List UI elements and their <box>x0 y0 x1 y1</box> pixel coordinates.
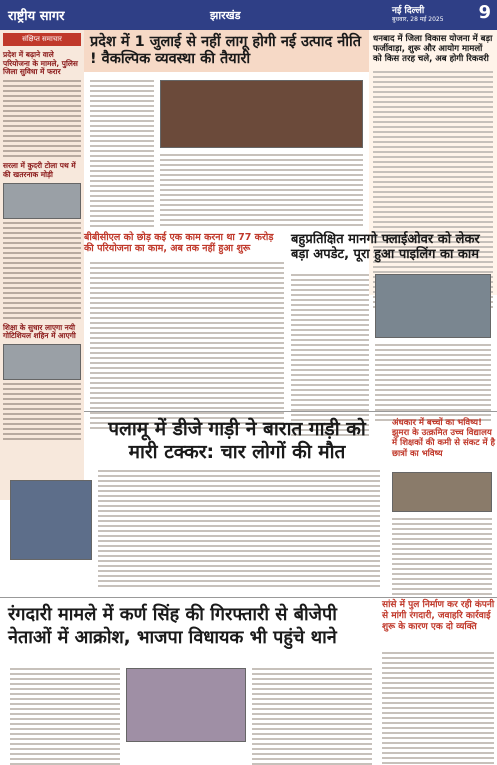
flyover-photo <box>375 274 491 338</box>
accident-text <box>98 470 380 590</box>
right-text <box>373 71 493 308</box>
news-photo <box>3 344 81 380</box>
brief-news-tag: संक्षिप्त समाचार <box>3 33 81 46</box>
lead-text-column-1 <box>90 80 154 230</box>
sub-headline-right: बहुप्रतिक्षित मानगो फ्लाईओवर को लेकर बड़ा अपडेट, पूरा हुआ पाइलिंग का काम <box>291 232 480 263</box>
sub-headline-left-text <box>90 262 284 432</box>
sub-headline-left: बीबीसीएल को छोड़ कई एक काम करना था 77 करोड़ की परियोजना का काम, अब तक नहीं हुआ शुरू <box>84 232 274 255</box>
school-photo <box>392 472 492 512</box>
lead-banner <box>84 30 369 72</box>
lead-headline: प्रदेश में 1 जुलाई से नहीं लागू होगी नई उत्पाद नीति ! वैकल्पिक व्यवस्था की तैयारी <box>90 34 362 68</box>
newspaper-name: राष्ट्रीय सागर <box>8 9 65 24</box>
brief-headline-1: प्रदेश में बढ़ाने वाले परियोजना के मामले, पुलिस जिला सुविधा में फरार <box>3 50 78 77</box>
flyover-text-2 <box>375 344 491 424</box>
page-number: 9 <box>478 2 491 23</box>
news-photo <box>3 183 81 219</box>
bottom-text <box>10 668 120 765</box>
brief-text <box>3 80 81 157</box>
bottom-text-2 <box>252 668 372 765</box>
bottom-side-headline: सांसे में पुल निर्माण कर रही कंपनी से मांगी रंगदारी, जवाहरि कार्रवाई शुरू के कारण एक दो व्यक्ति <box>382 600 495 632</box>
divider <box>0 597 497 598</box>
lead-text-columns <box>160 154 363 229</box>
divider <box>84 411 497 412</box>
brief-text <box>3 383 81 440</box>
masthead <box>0 0 497 30</box>
bottom-side-text <box>382 652 494 765</box>
left-column <box>0 30 84 500</box>
school-text <box>392 518 492 598</box>
side-headline-mid: अंधकार में बच्चों का भविष्य! झुमरा के उत्क्रमित उच्च विद्यालय में शिक्षकों की कमी से संकट में है छात्रों का भविष्य <box>392 418 496 459</box>
brief-headline-2: सरला में कुदरी टोला पथ में की खतरनाक मोड़ी <box>3 161 76 179</box>
bottom-headline: रंगदारी मामले में कर्ण सिंह की गिरफ्तारी से बीजेपी नेताओं में आक्रोश, भाजपा विधायक भी पहुंचे थाने <box>8 604 337 648</box>
section-name: झारखंड <box>210 9 241 22</box>
lead-photo <box>160 80 363 148</box>
bottom-photo <box>126 668 246 742</box>
accident-photo <box>10 480 92 560</box>
right-headline: धनबाद में जिला विकास योजना में बड़ा फर्जीवाड़ा, शुरू और आयोग मामलों को किस तरह चले, अब होगी रिकवरी <box>373 34 493 65</box>
edition-date: बुधवार, 28 मई 2025 <box>392 16 444 23</box>
edition-city: नई दिल्ली <box>392 6 425 16</box>
accident-headline: पलामू में डीजे गाड़ी ने बारात गाड़ी को मारी टक्कर: चार लोगों की मौत <box>108 418 366 463</box>
flyover-text <box>291 274 369 439</box>
brief-headline-3: शिक्षा के सुधार लाएगा नयी गोटिशियल शहिन में आएगी <box>3 322 76 341</box>
brief-text <box>3 222 81 319</box>
